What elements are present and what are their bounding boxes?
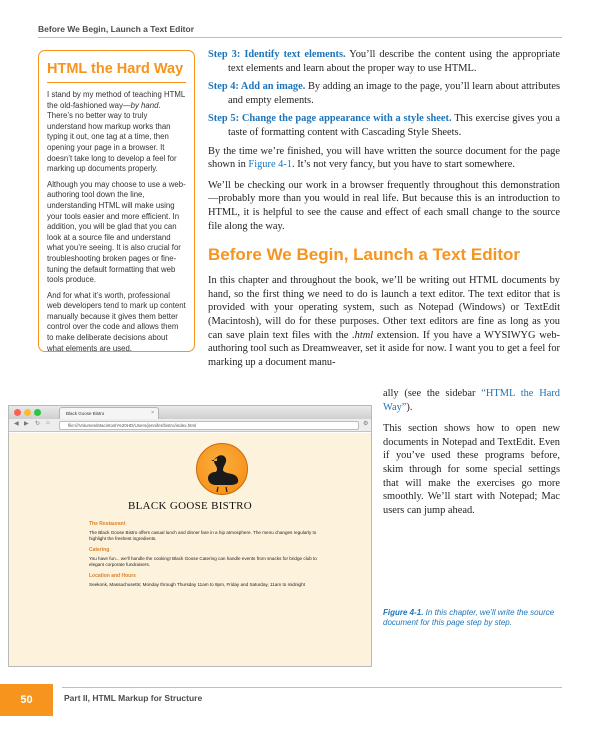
p3-end: extension. If you have a WYSIWYG web-authoring tool such as Dreamweaver, set it aside for now. I want you to get a feel for marking up a document manu- bbox=[208, 329, 560, 368]
goose-logo-icon bbox=[196, 443, 248, 495]
location-heading: Location and Hours bbox=[89, 573, 136, 579]
browser-titlebar bbox=[9, 406, 371, 419]
url-bar[interactable]: file:///Volumes/Macintosh%20HD/Users/jennifer/bistro/index.html bbox=[59, 421, 359, 430]
figure-caption bbox=[383, 608, 558, 628]
figure-4-1-link[interactable]: Figure 4-1 bbox=[248, 159, 292, 171]
zoom-window-icon[interactable] bbox=[34, 409, 41, 416]
catering-heading: Catering bbox=[89, 547, 110, 553]
header-rule bbox=[38, 37, 562, 38]
sidebar-paragraph-1 bbox=[47, 90, 186, 175]
tail-column bbox=[383, 387, 560, 525]
sidebar-paragraph-2: Although you may choose to use a web-authoring tool down the line, understanding HTML will make using your tools easier and more efficient. In addition, you will be glad that you can look at a source file and understand what you’re seeing. It is also crucial for troubleshooting broken pages or fine-tuning the default formatting that web tools produce. bbox=[47, 179, 186, 285]
forward-icon[interactable]: ▶ bbox=[24, 421, 29, 427]
tail-paragraph-2: This section shows how to open new documents in Notepad and TextEdit. Even if you’ve used these programs before, skim through for some special settings that will make the exercises go more smoothly. We’ll start with Notepad; Mac users can jump ahead. bbox=[383, 423, 560, 516]
location-text: Seekonk, Massachusetts; Monday through Thursday 11am to 9pm, Friday and Saturday, 11am to midnight bbox=[89, 582, 305, 587]
footer-rule bbox=[62, 687, 562, 688]
restaurant-text: The Black Goose Bistro offers casual lunch and dinner fare in a hip atmosphere. The menu changes regularly to highlight the freshest ingredients. bbox=[89, 530, 317, 541]
sidebar-p1-end: . There’s no better way to truly understand how markup works than typing it out, one tag at a time, then opening your page in a browser. It doesn’t take long to develop a feel for marking up documents properly. bbox=[47, 100, 177, 174]
footer-part-title: Part II, HTML Markup for Structure bbox=[64, 693, 203, 703]
sidebar-p1-start: I stand by my method of teaching HTML the old-fashioned way— bbox=[47, 90, 185, 110]
tail-paragraph-1 bbox=[383, 387, 560, 414]
tab-title: Black Goose Bistro bbox=[66, 411, 105, 416]
sidebar-p1-emphasis: by hand bbox=[130, 100, 159, 110]
p1-end: . It’s not very fancy, but you have to start somewhere. bbox=[292, 159, 515, 171]
step-4-text: By adding an image to the page, you’ll learn about attributes and empty elements. bbox=[228, 81, 561, 106]
step-5-label: Step 5: Change the page appearance with a style sheet. bbox=[208, 113, 452, 125]
close-window-icon[interactable] bbox=[14, 409, 21, 416]
catering-text: You have fun... we’ll handle the cooking! Black Goose Catering can handle events from snacks for bridge club to elegant corporate fundraisers. bbox=[89, 556, 317, 567]
p3-start: In this chapter and throughout the book, we’ll be writing out HTML documents by hand, so the first thing we need to do is launch a text editor. The text editor that is provided with your operating system, such as Notepad (Windows) or TextEdit (Macintosh), will do for these purposes. Other text editors are fine as long as you can save plain text files with the bbox=[208, 275, 560, 341]
section-heading: Before We Begin, Launch a Text Editor bbox=[208, 245, 521, 265]
reload-icon[interactable]: ↻ bbox=[35, 421, 41, 427]
browser-tab[interactable] bbox=[59, 407, 159, 419]
bistro-page bbox=[9, 433, 371, 666]
wrench-icon[interactable]: ⚙ bbox=[363, 421, 369, 427]
caption-label: Figure 4-1. bbox=[383, 608, 424, 617]
site-title: BLACK GOOSE BISTRO bbox=[128, 500, 252, 512]
sidebar-paragraph-3: And for what it’s worth, professional web developers tend to mark up content manually because it gives them better control over the code and allows them to make deliberate decisions about what elements are used. bbox=[47, 290, 186, 353]
sidebar-rule bbox=[47, 82, 186, 83]
running-head: Before We Begin, Launch a Text Editor bbox=[38, 24, 195, 34]
step-3-label: Step 3: Identify text elements. bbox=[208, 49, 346, 60]
body-paragraph-1 bbox=[208, 145, 560, 172]
figure-browser-window bbox=[8, 405, 372, 667]
step-4 bbox=[208, 80, 560, 107]
step-5-text: This exercise gives you a taste of formatting content with Cascading Style Sheets. bbox=[228, 113, 561, 138]
close-tab-icon[interactable]: × bbox=[151, 410, 154, 416]
step-3 bbox=[208, 48, 560, 75]
step-5 bbox=[208, 112, 560, 139]
goose-silhouette-icon bbox=[197, 444, 249, 496]
back-icon[interactable]: ◀ bbox=[14, 421, 19, 427]
home-icon[interactable]: ⌂ bbox=[46, 420, 50, 426]
browser-toolbar bbox=[9, 419, 371, 432]
tail1-start: ally (see the sidebar bbox=[383, 388, 482, 399]
bistro-content bbox=[89, 516, 319, 588]
page-number: 50 bbox=[0, 684, 53, 716]
main-column bbox=[208, 48, 560, 376]
tail1-end: ). bbox=[406, 401, 413, 413]
step-3-text: You’ll describe the content using the appropriate text elements and learn about the proper way to use HTML. bbox=[228, 49, 560, 74]
body-paragraph-3 bbox=[208, 274, 560, 369]
p1-start: By the time we’re finished, you will have written the source document for the page shown in bbox=[208, 145, 560, 171]
step-4-label: Step 4: Add an image. bbox=[208, 81, 306, 93]
caption-text: In this chapter, we’ll write the source document for this page step by step. bbox=[383, 608, 555, 628]
sidebar-box bbox=[38, 50, 195, 352]
sidebar-link[interactable]: “HTML the Hard Way” bbox=[383, 388, 560, 413]
body-paragraph-2: We’ll be checking our work in a browser frequently throughout this demonstration—probably more than you would in real life. But because this is an introduction to HTML, it is helpful to see the cause and effect of each small change to the source file along the way. bbox=[208, 179, 560, 232]
minimize-window-icon[interactable] bbox=[24, 409, 31, 416]
restaurant-heading: The Restaurant bbox=[89, 521, 126, 527]
sidebar-title: HTML the Hard Way bbox=[47, 61, 184, 77]
html-extension: .html bbox=[352, 329, 374, 341]
